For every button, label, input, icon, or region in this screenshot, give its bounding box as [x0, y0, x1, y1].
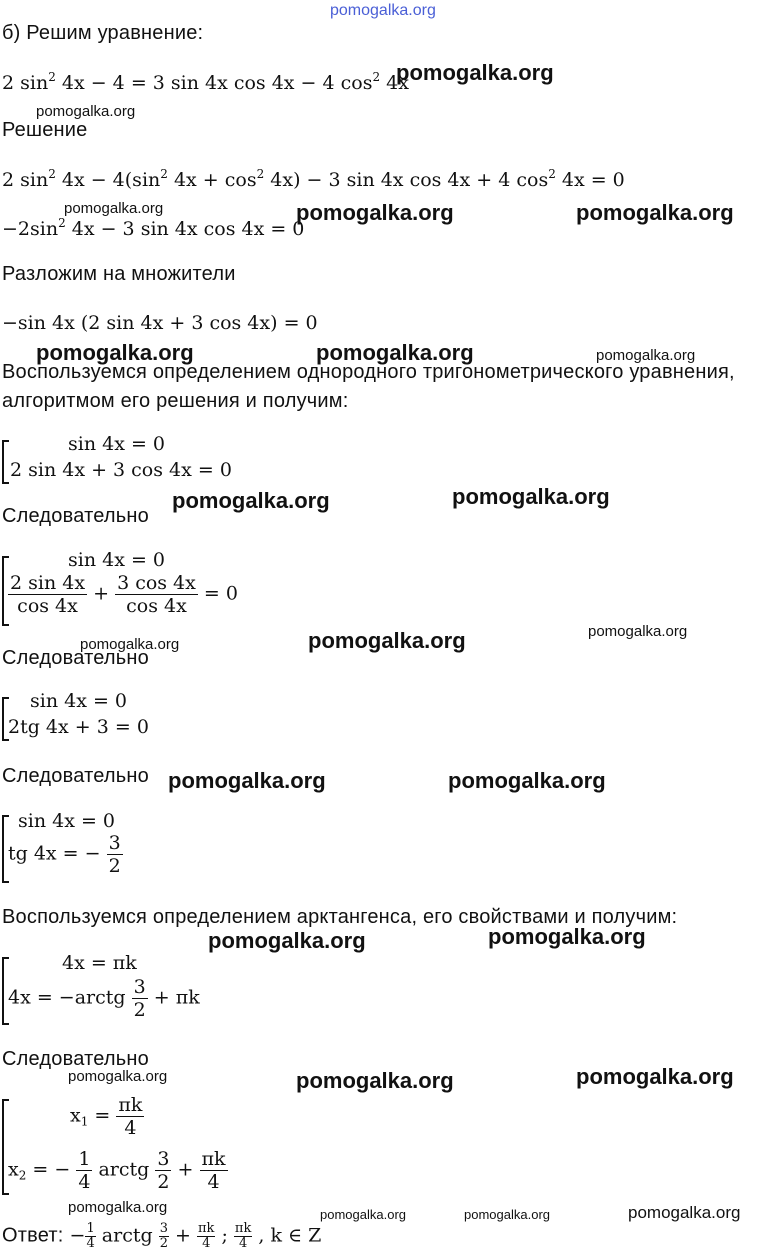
watermark-small: pomogalka.org	[588, 623, 688, 640]
system3-line1: sin 4x = 0	[30, 690, 127, 712]
system2-line1: sin 4x = 0	[68, 549, 165, 571]
watermark: pomogalka.org	[488, 924, 646, 949]
system4-line2: tg 4x = − $\frac{3}{2}$	[8, 832, 121, 877]
watermark-top: pomogalka.org	[330, 2, 436, 19]
hence-label-2: Следовательно	[2, 647, 149, 669]
watermark: pomogalka.org	[172, 488, 330, 513]
watermark: pomogalka.org	[452, 484, 610, 509]
watermark-small: pomogalka.org	[628, 1203, 741, 1222]
homogeneous-text-line2: алгоритмом его решения и получим:	[2, 390, 349, 412]
watermark: pomogalka.org	[296, 200, 454, 225]
watermark: pomogalka.org	[208, 928, 366, 953]
watermark: pomogalka.org	[576, 200, 734, 225]
watermark: pomogalka.org	[36, 340, 194, 365]
watermark: pomogalka.org	[316, 340, 474, 365]
watermark-small: pomogalka.org	[320, 1207, 406, 1222]
equation-step3: −sin 4x (2 sin 4x + 3 cos 4x) = 0	[2, 312, 318, 334]
equation-step2: $-2\sin^2$ 4x − 3 sin 4x cos 4x = 0	[2, 216, 305, 240]
system5-line2: 4x = −arctg $\frac{3}{2}$ + πk	[8, 976, 200, 1021]
system4-line1: sin 4x = 0	[18, 810, 115, 832]
watermark-small: pomogalka.org	[36, 103, 136, 120]
homogeneous-text-line1: Воспользуемся определением однородного тригонометрического уравнения,	[2, 361, 735, 383]
watermark-small: pomogalka.org	[68, 1199, 168, 1216]
system5-line1: 4x = πk	[62, 952, 137, 974]
watermark-small: pomogalka.org	[464, 1207, 550, 1222]
system3-line2: 2tg 4x + 3 = 0	[8, 716, 149, 738]
watermark: pomogalka.org	[396, 60, 554, 85]
factor-label: Разложим на множители	[2, 263, 236, 285]
hence-label-3: Следовательно	[2, 765, 149, 787]
equation-step1: 2 $\sin^2 4x - 4(\sin^2$ $4x + \cos^2 4x) - 3$ sin 4x cos 4x + 4 $\cos^2 4x = 0$	[2, 167, 625, 191]
watermark-small: pomogalka.org	[64, 200, 164, 217]
problem-heading: б) Решим уравнение:	[2, 22, 204, 44]
watermark-small: pomogalka.org	[596, 347, 696, 364]
system1-line2: 2 sin 4x + 3 cos 4x = 0	[10, 459, 232, 481]
answer-label: Ответ:	[2, 1224, 64, 1247]
hence-label-4: Следовательно	[2, 1048, 149, 1070]
answer-line: Ответ: − $\frac{1}{4}$ arctg $\frac{3}{2}$ + $\frac{\pi k}{4}$ ; $\frac{\pi k}{4}$ , k ∈ Z	[2, 1221, 322, 1251]
watermark-small: pomogalka.org	[80, 636, 180, 653]
watermark: pomogalka.org	[576, 1064, 734, 1089]
system6-line2: $x_2$ = − $\frac{1}{4}$ arctg $\frac{3}{2}$ + $\frac{\pi k}{4}$	[8, 1148, 226, 1193]
hence-label-1: Следовательно	[2, 505, 149, 527]
watermark-small: pomogalka.org	[68, 1068, 168, 1085]
system2-line2: $\frac{2 \sin 4x}{\cos 4x}$ + $\frac{3 \cos 4x}{\cos 4x}$ = 0	[10, 572, 238, 617]
solution-label: Решение	[2, 119, 88, 141]
system1-bracket	[2, 440, 9, 484]
watermark: pomogalka.org	[296, 1068, 454, 1093]
watermark: pomogalka.org	[448, 768, 606, 793]
arctan-text: Воспользуемся определением арктангенса, его свойствами и получим:	[2, 906, 678, 928]
system6-line1: $x_1$ = $\frac{\pi k}{4}$	[70, 1094, 143, 1139]
system1-line1: sin 4x = 0	[68, 433, 165, 455]
watermark: pomogalka.org	[168, 768, 326, 793]
given-equation: 2 $\sin^2 4x - 4 = 3$ sin 4x cos 4x − 4 $\cos^2 4x$	[2, 70, 409, 94]
watermark: pomogalka.org	[308, 628, 466, 653]
